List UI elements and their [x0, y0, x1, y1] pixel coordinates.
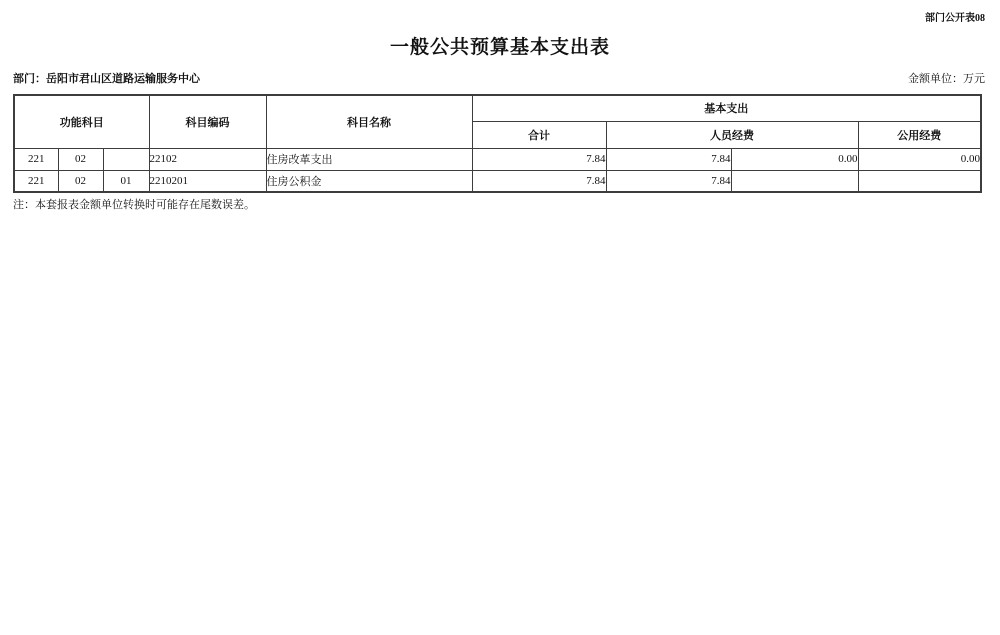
cell-func-l2: 02: [58, 148, 103, 170]
cell-func-l1: 221: [14, 170, 58, 192]
cell-subject-name: 住房公积金: [266, 170, 472, 192]
page-title: 一般公共预算基本支出表: [389, 37, 610, 58]
table-body: [14, 148, 981, 192]
cell-func-l3: [103, 148, 149, 170]
cell-public: [858, 170, 981, 192]
cell-public: 0.00: [858, 148, 981, 170]
cell-func-l3: 01: [103, 170, 149, 192]
header-personnel-funds: 人员经费: [606, 121, 858, 148]
table-header: [14, 95, 981, 148]
header-function-subject: 功能科目: [14, 95, 149, 148]
header-row-1: [14, 95, 981, 121]
cell-total: 7.84: [472, 148, 606, 170]
cell-func-l1: 221: [14, 148, 58, 170]
cell-total: 7.84: [472, 170, 606, 192]
amount-unit-label: 金额单位：万元: [908, 73, 985, 85]
header-total: 合计: [472, 121, 606, 148]
table-row: [14, 170, 981, 192]
department-label: 部门：岳阳市君山区道路运输服务中心: [13, 73, 200, 85]
cell-subject-code: 2210201: [149, 170, 266, 192]
cell-personnel-b: 0.00: [731, 148, 858, 170]
cell-personnel-a: 7.84: [606, 148, 731, 170]
meta-row: [13, 70, 985, 86]
table-row: [14, 148, 981, 170]
header-basic-expenditure: 基本支出: [472, 95, 981, 121]
header-subject-code: 科目编码: [149, 95, 266, 148]
cell-personnel-b: [731, 170, 858, 192]
cell-subject-name: 住房改革支出: [266, 148, 472, 170]
footnote: 注：本套报表金额单位转换时可能存在尾数误差。: [13, 199, 255, 211]
header-public-funds: 公用经费: [858, 121, 981, 148]
report-code-label: 部门公开表08: [925, 13, 985, 24]
budget-table: [13, 94, 982, 193]
cell-personnel-a: 7.84: [606, 170, 731, 192]
header-subject-name: 科目名称: [266, 95, 472, 148]
cell-func-l2: 02: [58, 170, 103, 192]
cell-subject-code: 22102: [149, 148, 266, 170]
